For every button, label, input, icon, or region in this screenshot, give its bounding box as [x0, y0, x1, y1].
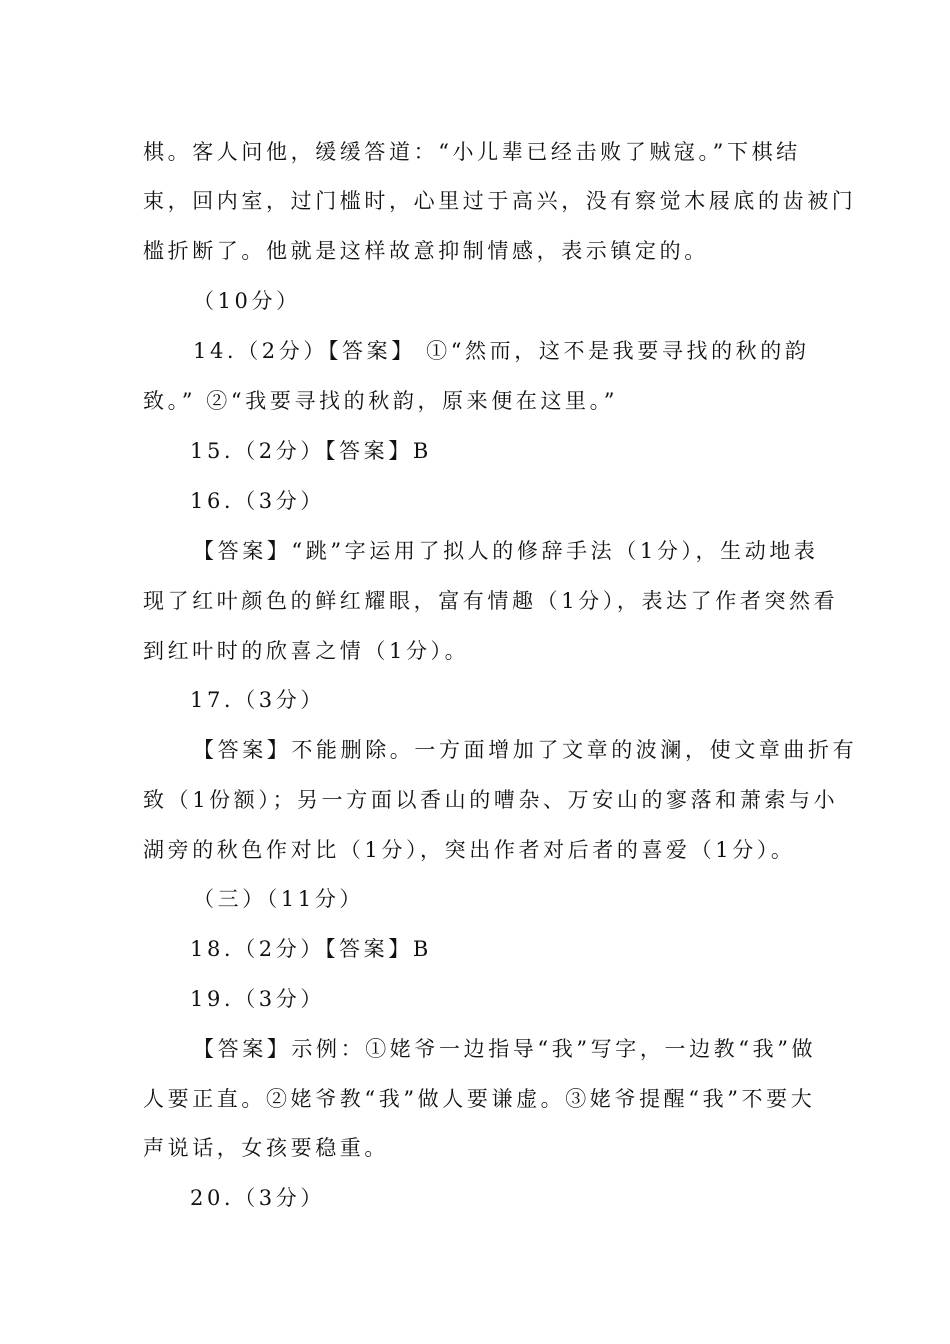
text-line: 人要正直。②姥爷教“我”做人要谦虚。③姥爷提醒“我”不要大 — [143, 1087, 816, 1111]
answer-18: 18.（2分）【答案】B — [190, 937, 432, 961]
text-line: 致。” ②“我要寻找的秋韵，原来便在这里。” — [143, 389, 619, 413]
text-line: 槛折断了。他就是这样故意抑制情感，表示镇定的。 — [143, 239, 709, 263]
question-19: 19.（3分） — [190, 987, 325, 1011]
answer-17: 【答案】不能删除。一方面增加了文章的波澜，使文章曲折有 — [193, 738, 858, 762]
question-17: 17.（3分） — [190, 688, 325, 712]
text-line: 到红叶时的欣喜之情（1分）。 — [143, 639, 470, 663]
answer-15: 15.（2分）【答案】B — [190, 439, 432, 463]
text-line: 棋。客人问他，缓缓答道：“小儿辈已经击败了贼寇。”下棋结 — [143, 140, 801, 164]
section-score: （三）（11分） — [193, 887, 365, 911]
text-line: 束，回内室，过门槛时，心里过于高兴，没有察觉木屐底的齿被门 — [143, 189, 857, 213]
text-line: 声说话，女孩要稳重。 — [143, 1136, 389, 1160]
answer-19: 【答案】示例：①姥爷一边指导“我”写字，一边教“我”做 — [193, 1037, 817, 1061]
answer-14: 14.（2分）【答案】 ①“然而，这不是我要寻找的秋的韵 — [193, 339, 810, 363]
text-line: 湖旁的秋色作对比（1分），突出作者对后者的喜爱（1分）。 — [143, 838, 796, 862]
section-score: （10分） — [193, 289, 301, 313]
question-16: 16.（3分） — [190, 489, 325, 513]
text-line: 现了红叶颜色的鲜红耀眼，富有情趣（1分），表达了作者突然看 — [143, 589, 839, 613]
question-20: 20.（3分） — [190, 1186, 325, 1210]
answer-16: 【答案】“跳”字运用了拟人的修辞手法（1分），生动地表 — [193, 539, 819, 563]
text-line: 致（1份额）；另一方面以香山的嘈杂、万安山的寥落和萧索与小 — [143, 788, 839, 812]
